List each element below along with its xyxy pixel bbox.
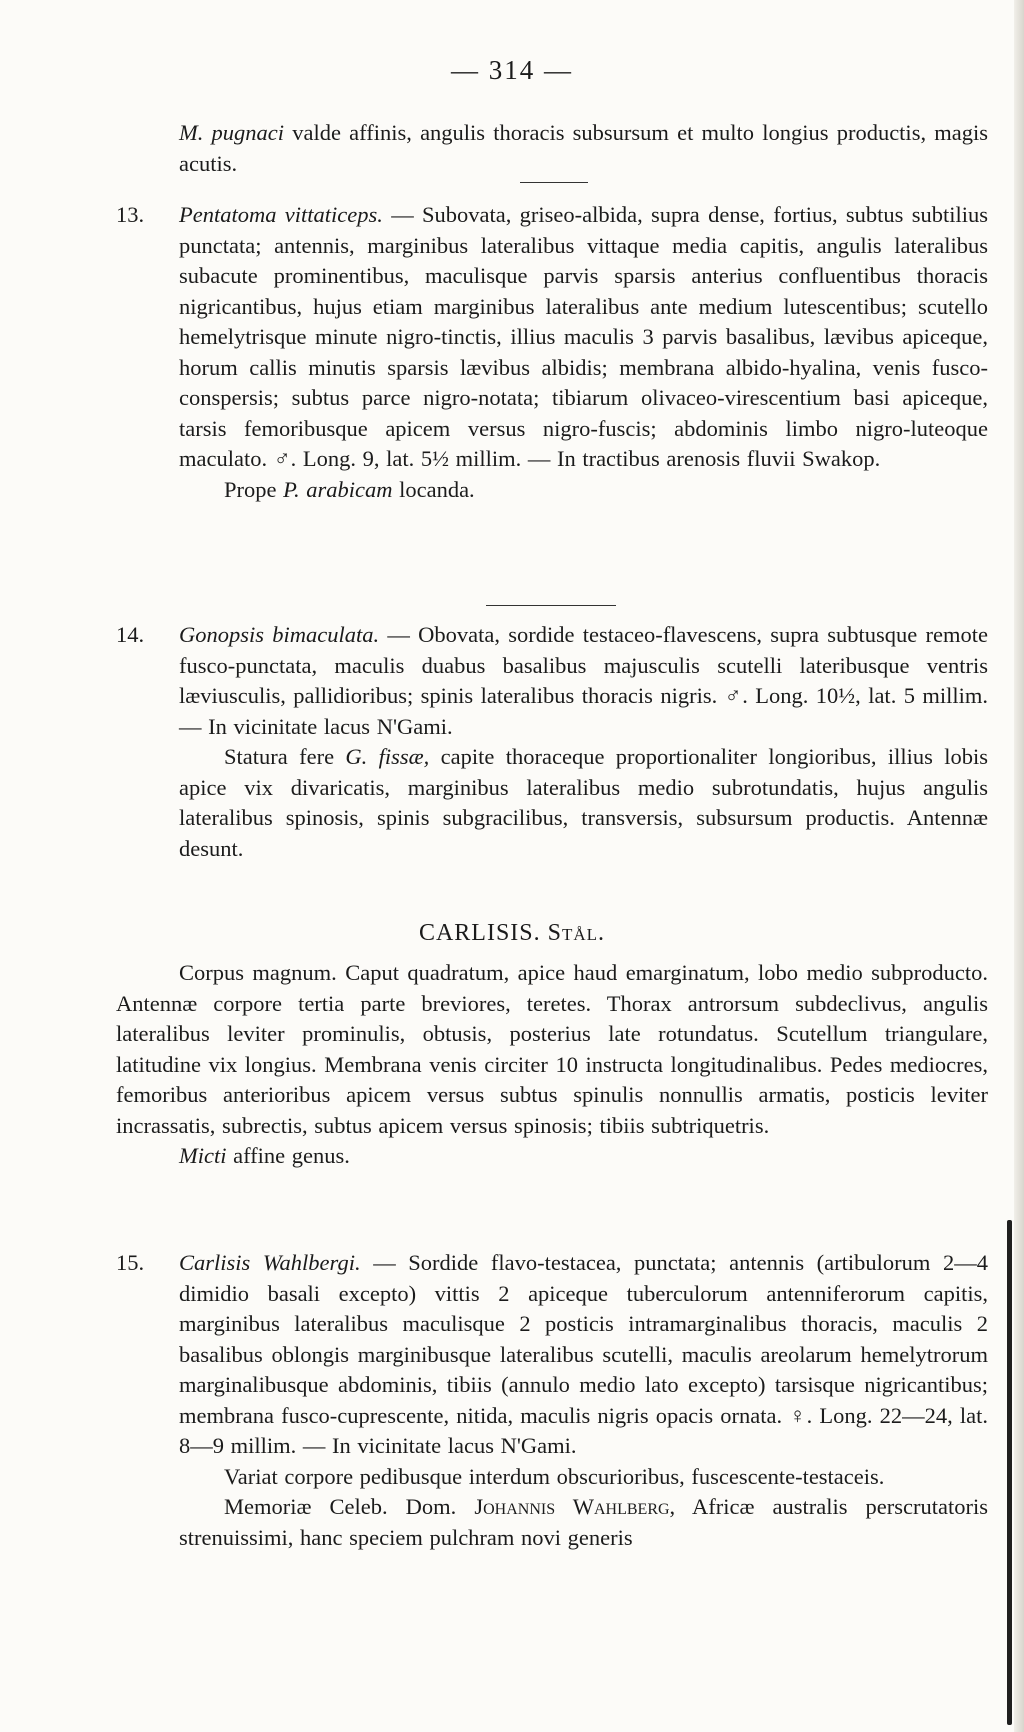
entry-14 — [116, 620, 988, 864]
species-note: Prope P. arabicam locanda. — [224, 476, 475, 502]
species-description: — Obovata, sordide testaceo-flavescens, supra subtusque remote fusco-punctata, maculis duabus basalibus majusculis scutelli lateribusque ventris læviusculis, pallidioribus; spinis lateralibus thoracis nigris. ♂. Long. 10½, lat. 5 millim. — In vicinitate lacus N'Gami. — [179, 622, 988, 739]
entry-15 — [116, 1248, 988, 1553]
genus-title: CARLISIS. — [418, 920, 541, 946]
dedication: Memoriæ Celeb. Dom. Johannis Wahlberg, Africæ australis perscrutatoris strenuissimi, hanc speciem pulchram novi generis — [179, 1494, 988, 1550]
species-description: — Sordide flavo-testacea, punctata; antennis (artibulorum 2—4 dimidio basali excepto) vittis 2 apiceque tuberculorum antenniferorum capitis, marginibus lateralibus maculisque 2 posticis intramarginalibus thoracis, maculis 2 basalibus oblongis marginibusque lateralibus scutelli, maculis areolarum hemelytrorum marginalibusque abdominis, tibiis (annulo medio lato excepto) tarsisque nigricantibus; membrana fusco-cuprescente, nitida, maculis nigris opacis ornata. ♀. Long. 22—24, lat. 8—9 millim. — In vicinitate lacus N'Gami. — [179, 1250, 988, 1458]
species-name: Pentatoma vittaticeps. — [179, 202, 383, 227]
separator-rule — [520, 182, 588, 183]
page-number: — 314 — — [451, 55, 573, 85]
intro-paragraph — [116, 118, 988, 179]
species-name: Gonopsis bimaculata. — [179, 622, 380, 647]
genus-heading — [0, 920, 1024, 947]
scan-edge — [1014, 0, 1024, 1732]
species-description: — Subovata, griseo-albida, supra dense, fortius, subtus subtilius punctata; antennis, marginibus lateralibus vittaque media capitis, angulis lateralibus subacute prominentibus, maculisque parvis sparsis anterius confluentibus thoracis nigricantibus, hujus etiam marginibus lateralibus ante medium lutescentibus; scutello hemelytrisque minute nigro-tinctis, illius maculis 3 parvis basalibus, lævibus apiceque, horum callis minutis sparsis lævibus albidis; membrana albido-hyalina, venis fusco-conspersis; subtus parce nigro-notata; tibiarum olivaceo-virescentium basi apiceque, tarsis femoribusque apicem versus nigro-fuscis; abdominis limbo nigro-luteoque maculato. ♂. Long. 9, lat. 5½ millim. — In tractibus arenosis fluvii Swakop. — [179, 202, 988, 471]
separator-rule — [486, 605, 616, 606]
species-variation: Variat corpore pedibusque interdum obscurioribus, fuscescente-testaceis. — [224, 1463, 885, 1489]
entry-number: 15. — [116, 1250, 145, 1275]
intro-genus: M. pugnaci — [179, 120, 285, 145]
intro-text: valde affinis, angulis thoracis subsursum et multo longius productis, magis acutis. — [179, 120, 989, 176]
entry-number: 14. — [116, 622, 145, 647]
entry-13 — [116, 200, 988, 505]
binding-shadow — [1007, 1220, 1012, 1725]
species-name: Carlisis Wahlbergi. — [179, 1250, 361, 1275]
entry-number: 13. — [116, 202, 145, 227]
genus-author: Stål. — [547, 920, 606, 946]
genus-description: Corpus magnum. Caput quadratum, apice haud emarginatum, lobo medio subproducto. Antennæ corpore tertia parte breviores, teretes. Thorax antrorsum subdeclivus, angulis lateralibus leviter prominulis, obtusis, posterius late rotundatus. Scutellum triangulare, latitudine vix longius. Membrana venis circiter 10 instructa longitudinalibus. Pedes mediocres, femoribus anterioribus apicem versus subtus spinulis nonnullis armatis, posticis leviter incrassatis, subrectis, subtus apicem versus spinosis; tibiis subtriquetris. Micti affine genus. — [116, 958, 988, 1172]
genus-note: Micti affine genus. — [179, 1143, 350, 1168]
species-note: Statura fere G. fissæ, capite thoraceque proportionaliter longioribus, illius lobis apice vix divaricatis, marginibus lateralibus medio subrotundatis, hujus angulis lateralibus spinosis, spinis subgracilibus, transversis, subsursum productis. Antennæ desunt. — [179, 744, 988, 861]
